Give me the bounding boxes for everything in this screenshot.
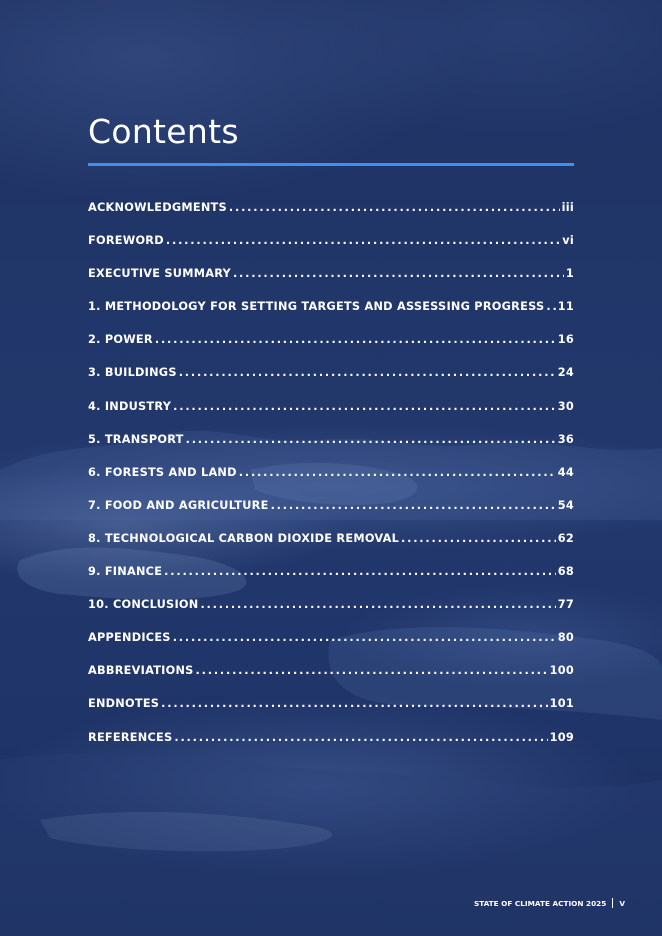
toc-entry-page: 16	[557, 333, 574, 347]
toc-entry-power[interactable]	[88, 333, 574, 366]
dot-leader	[173, 400, 556, 413]
footer-divider	[612, 898, 613, 908]
toc-entry-page: 68	[557, 565, 574, 579]
toc-entry-buildings[interactable]	[88, 366, 574, 399]
toc-entry-page: 62	[557, 531, 574, 545]
table-of-contents	[88, 201, 574, 764]
title-underline	[88, 163, 574, 166]
toc-entry-page: 77	[557, 598, 574, 612]
toc-entry-page: iii	[561, 201, 574, 214]
dot-leader	[186, 433, 556, 446]
toc-entry-label: 3. BUILDINGS	[88, 366, 177, 380]
toc-entry-food-and-agriculture[interactable]	[88, 499, 574, 532]
toc-entry-label: REFERENCES	[88, 730, 173, 744]
toc-entry-label: ENDNOTES	[88, 697, 160, 711]
toc-entry-label: 5. TRANSPORT	[88, 432, 184, 446]
toc-entry-label: EXECUTIVE SUMMARY	[88, 267, 231, 281]
toc-entry-endnotes[interactable]	[88, 697, 574, 730]
toc-entry-conclusion[interactable]	[88, 598, 574, 631]
dot-leader	[239, 466, 556, 479]
toc-entry-appendices[interactable]	[88, 631, 574, 664]
toc-entry-page: 80	[557, 631, 574, 645]
toc-entry-label: 2. POWER	[88, 333, 153, 347]
dot-leader	[166, 234, 560, 247]
toc-entry-references[interactable]	[88, 731, 574, 764]
toc-entry-page: 24	[557, 366, 574, 380]
toc-entry-label: 1. METHODOLOGY FOR SETTING TARGETS AND ASSESSING PROGRESS	[88, 300, 545, 314]
toc-entry-page: 1	[565, 267, 574, 281]
toc-entry-page: 101	[549, 697, 574, 711]
toc-entry-page: 44	[557, 465, 574, 479]
dot-leader	[546, 300, 555, 313]
toc-entry-transport[interactable]	[88, 433, 574, 466]
dot-leader	[173, 631, 556, 644]
footer-page-number: V	[619, 898, 625, 908]
dot-leader	[155, 333, 556, 346]
toc-entry-label: ACKNOWLEDGMENTS	[88, 201, 227, 214]
toc-entry-page: 54	[557, 498, 574, 512]
toc-entry-executive-summary[interactable]	[88, 267, 574, 300]
toc-entry-methodology[interactable]	[88, 300, 574, 333]
dot-leader	[233, 267, 564, 280]
toc-entry-page: 30	[557, 399, 574, 413]
toc-entry-page: 36	[557, 432, 574, 446]
dot-leader	[229, 201, 560, 214]
dot-leader	[179, 366, 556, 379]
toc-entry-foreword[interactable]	[88, 234, 574, 267]
footer-publication-title: STATE OF CLIMATE ACTION 2025	[473, 898, 607, 908]
toc-entry-label: FOREWORD	[88, 234, 164, 248]
toc-entry-forests-and-land[interactable]	[88, 466, 574, 499]
dot-leader	[196, 664, 548, 677]
toc-entry-label: ABBREVIATIONS	[88, 664, 194, 678]
toc-entry-label: 6. FORESTS AND LAND	[88, 465, 237, 479]
toc-entry-finance[interactable]	[88, 565, 574, 598]
dot-leader	[200, 598, 555, 611]
toc-entry-acknowledgments[interactable]	[88, 201, 574, 234]
page-footer	[420, 898, 625, 908]
toc-entry-label: 10. CONCLUSION	[88, 598, 199, 612]
page-title: Contents	[88, 112, 239, 151]
dot-leader	[164, 565, 556, 578]
toc-entry-page: 11	[557, 300, 574, 314]
toc-entry-page: 109	[549, 730, 574, 744]
dot-leader	[161, 697, 547, 710]
toc-entry-label: APPENDICES	[88, 631, 171, 645]
toc-entry-label: 8. TECHNOLOGICAL CARBON DIOXIDE REMOVAL	[88, 531, 400, 545]
toc-entry-page: vi	[562, 234, 574, 248]
dot-leader	[271, 499, 556, 512]
toc-entry-label: 9. FINANCE	[88, 565, 163, 579]
toc-entry-page: 100	[549, 664, 574, 678]
toc-entry-abbreviations[interactable]	[88, 664, 574, 697]
toc-entry-label: 4. INDUSTRY	[88, 399, 172, 413]
dot-leader	[174, 731, 547, 744]
toc-entry-carbon-dioxide-removal[interactable]	[88, 532, 574, 565]
toc-entry-industry[interactable]	[88, 400, 574, 433]
dot-leader	[401, 532, 556, 545]
toc-entry-label: 7. FOOD AND AGRICULTURE	[88, 498, 269, 512]
